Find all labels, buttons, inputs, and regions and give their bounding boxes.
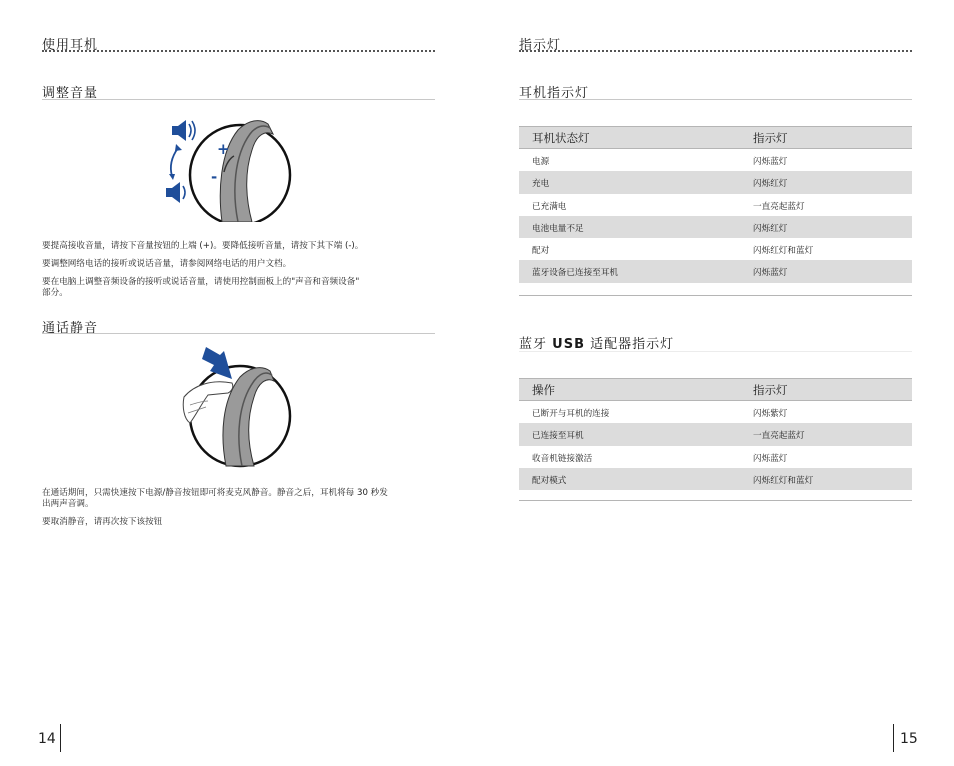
plus-label: [217, 140, 230, 158]
row-action: 收音机链接激活: [532, 453, 593, 464]
speaker-soft-icon: [166, 182, 185, 203]
row-indicator: 闪烁红灯: [753, 179, 788, 190]
mute-paragraph-2: 出两声音调。: [42, 499, 94, 509]
right-page-number-bar: [893, 724, 894, 752]
row-indicator: 闪烁蓝灯: [753, 157, 788, 167]
headset-lights-heading: 耳机指示灯: [519, 86, 590, 101]
headset-lights-table: [519, 126, 912, 296]
right-section-title: 指示灯: [519, 38, 562, 53]
table-row: [519, 238, 912, 260]
volume-illustration: [160, 112, 295, 222]
column-header-indicator: 指示灯: [753, 131, 788, 145]
usb-lights-heading-rule: [519, 351, 912, 352]
row-indicator: 闪烁蓝灯: [753, 268, 788, 279]
row-status: 充电: [532, 179, 550, 190]
right-section-dotted-rule: [519, 50, 912, 52]
volume-paragraph-4: 部分。: [42, 288, 68, 298]
left-section-dotted-rule: [42, 50, 435, 52]
row-indicator: 闪烁红灯和蓝灯: [753, 246, 814, 257]
row-indicator: 闪烁蓝灯: [753, 453, 788, 464]
table-row: [519, 216, 912, 238]
row-indicator: 一直亮起蓝灯: [753, 201, 805, 212]
volume-heading-rule: [42, 99, 435, 100]
volume-heading: 调整音量: [42, 86, 99, 101]
row-status: 电源: [532, 157, 550, 167]
column-header-action: 操作: [532, 383, 555, 397]
table-row: [519, 446, 912, 468]
usb-lights-table: [519, 378, 912, 501]
right-page-number: 15: [900, 731, 918, 747]
left-page-number: 14: [38, 731, 56, 747]
table-bottom-rule: [519, 500, 912, 501]
table-row: [519, 171, 912, 193]
row-status: 配对: [532, 246, 550, 257]
row-status: 电池电量不足: [532, 223, 584, 234]
row-action: 配对模式: [532, 475, 567, 486]
table-bottom-rule: [519, 295, 912, 296]
row-indicator: 闪烁红灯: [753, 223, 788, 234]
table-row: [519, 149, 912, 171]
volume-paragraph-1: 要提高接收音量，请按下音量按钮的上端 (+)。要降低接听音量，请按下其下端 (-)。: [42, 241, 364, 251]
table-header: [519, 378, 912, 401]
mute-paragraph-3: 要取消静音，请再次按下该按钮: [42, 517, 163, 527]
svg-text:+: +: [217, 140, 230, 158]
table-row: [519, 468, 912, 490]
usb-heading-usb: USB: [552, 337, 585, 352]
left-section-title: 使用耳机: [42, 38, 99, 53]
row-indicator: 闪烁紫灯: [753, 409, 788, 419]
minus-label: [211, 168, 217, 186]
row-indicator: 一直亮起蓝灯: [753, 431, 805, 442]
table-row: [519, 194, 912, 216]
headset-lights-heading-rule: [519, 99, 912, 100]
mute-heading: 通话静音: [42, 321, 99, 336]
usb-lights-heading: [519, 333, 674, 352]
column-header-status: 耳机状态灯: [532, 131, 590, 145]
table-row: [519, 401, 912, 423]
column-header-indicator: 指示灯: [753, 383, 788, 397]
mute-heading-rule: [42, 333, 435, 334]
row-action: 已连接至耳机: [532, 431, 584, 442]
mute-illustration: [180, 345, 295, 470]
row-action: 已断开与耳机的连接: [532, 409, 610, 419]
up-down-arrow-icon: [169, 144, 182, 180]
table-row: [519, 423, 912, 445]
row-status: 蓝牙设备已连接至耳机: [532, 268, 618, 279]
usb-heading-prefix: 蓝牙: [519, 337, 548, 352]
table-header: [519, 126, 912, 149]
left-page-number-bar: [60, 724, 61, 752]
mute-paragraph-1: 在通话期间，只需快速按下电源/静音按钮即可将麦克风静音。静音之后，耳机将每 30 秒发: [42, 488, 388, 498]
row-indicator: 闪烁红灯和蓝灯: [753, 475, 814, 486]
svg-text:-: -: [211, 168, 218, 186]
row-status: 已充满电: [532, 201, 567, 212]
table-row: [519, 260, 912, 282]
speaker-loud-icon: [172, 120, 195, 141]
volume-paragraph-2: 要调整网络电话的接听或说话音量，请参阅网络电话的用户文档。: [42, 259, 292, 269]
usb-heading-suffix: 适配器指示灯: [590, 337, 675, 352]
volume-paragraph-3: 要在电脑上调整音频设备的接听或说话音量，请使用控制面板上的"声音和音频设备": [42, 277, 360, 287]
